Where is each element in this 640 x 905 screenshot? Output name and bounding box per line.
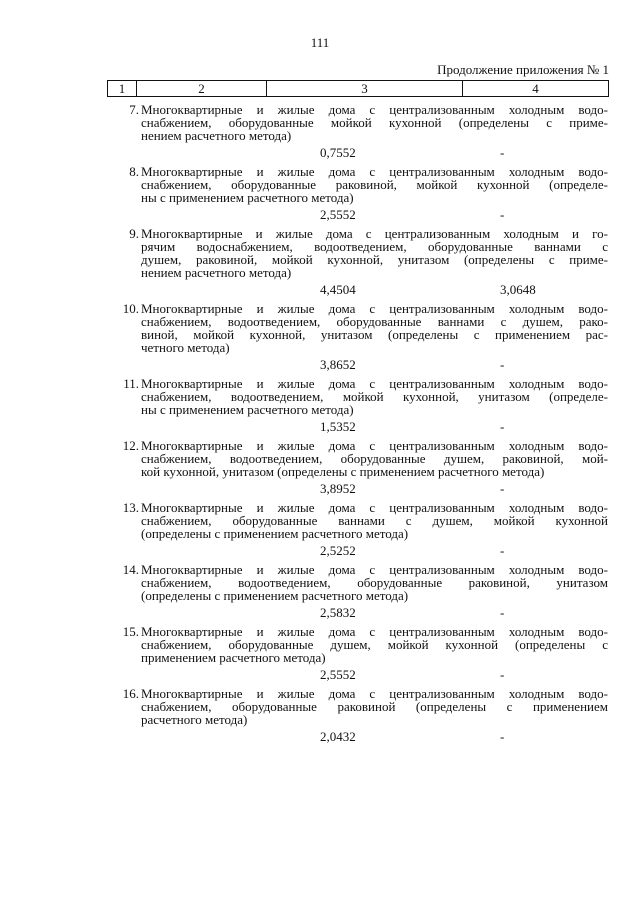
header-col-2: 2 <box>137 81 267 96</box>
entries-list <box>108 103 608 749</box>
header-col-1: 1 <box>108 81 137 96</box>
description-line: кой кухонной, унитазом (определены с применением расчетного метода) <box>141 464 545 479</box>
description-line: нением расчетного метода) <box>141 265 292 280</box>
row-description <box>141 227 608 279</box>
row-number: 8. <box>129 164 139 179</box>
table-row <box>108 103 608 160</box>
description-line: расчетного метода) <box>141 712 248 727</box>
description-line: Многоквартирные и жилые дома с централизованным холодным водо- <box>141 164 608 179</box>
description-line: Многоквартирные и жилые дома с централизованным холодным водо- <box>141 376 608 391</box>
row-description <box>141 165 608 204</box>
header-col-4: 4 <box>532 80 539 96</box>
col3-value: 1,5352 <box>320 419 356 434</box>
col3-value: 3,8652 <box>320 357 356 372</box>
col4-value: 3,0648 <box>500 282 536 297</box>
col4-value: - <box>500 605 505 620</box>
col4-value: - <box>500 667 505 682</box>
table-row <box>108 377 608 434</box>
page-number: 111 <box>310 35 330 50</box>
table-row <box>108 227 608 297</box>
description-line: нением расчетного метода) <box>141 128 292 143</box>
col4-value: - <box>500 543 505 558</box>
row-description <box>141 501 608 540</box>
row-number: 10. <box>122 301 139 316</box>
col3-value: 0,7552 <box>320 145 356 160</box>
row-number: 7. <box>129 102 139 117</box>
description-line: (определены с применением расчетного метода) <box>141 526 409 541</box>
description-line: применением расчетного метода) <box>141 650 326 665</box>
row-description <box>141 302 608 354</box>
table-row <box>108 302 608 372</box>
row-number: 9. <box>129 226 139 241</box>
description-line: снабжением, оборудованные раковиной (определены с применением <box>141 699 608 714</box>
continuation-label: Продолжение приложения № 1 <box>437 62 609 77</box>
table-row <box>108 165 608 222</box>
description-line: Многоквартирные и жилые дома с централизованным холодным водо- <box>141 301 608 316</box>
col4-value: - <box>500 207 505 222</box>
description-line: четного метода) <box>141 340 230 355</box>
row-description <box>141 377 608 416</box>
row-description <box>141 439 608 478</box>
description-line: Многоквартирные и жилые дома с централизованным холодным водо- <box>141 500 608 515</box>
col3-value: 2,5552 <box>320 667 356 682</box>
description-line: снабжением, водоотведением, оборудованные раковиной, унитазом <box>141 575 608 590</box>
description-line: Многоквартирные и жилые дома с централизованным холодным водо- <box>141 562 608 577</box>
description-line: (определены с применением расчетного метода) <box>141 588 409 603</box>
col3-value: 4,4504 <box>320 282 356 297</box>
header-col-3: 3 <box>267 81 463 96</box>
description-line: Многоквартирные и жилые дома с централизованным холодным водо- <box>141 102 608 117</box>
col3-value: 2,5832 <box>320 605 356 620</box>
col4-value: - <box>500 481 505 496</box>
col3-value: 2,0432 <box>320 729 356 744</box>
row-description <box>141 687 608 726</box>
description-line: виной, мойкой кухонной, унитазом (определены с применением рас- <box>141 327 608 342</box>
row-number: 16. <box>122 686 139 701</box>
description-line: снабжением, водоотведением, оборудованные ваннами с душем, рако- <box>141 314 608 329</box>
table-row <box>108 625 608 682</box>
col3-value: 3,8952 <box>320 481 356 496</box>
row-number: 12. <box>122 438 139 453</box>
description-line: Многоквартирные и жилые дома с централизованным холодным и го- <box>141 226 608 241</box>
row-description <box>141 563 608 602</box>
description-line: снабжением, оборудованные раковиной, мойкой кухонной (определе- <box>141 177 608 192</box>
description-line: снабжением, водоотведением, оборудованные душем, раковиной, мой- <box>141 451 608 466</box>
description-line: душем, раковиной, мойкой кухонной, унитазом (определены с приме- <box>141 252 608 267</box>
table-row <box>108 439 608 496</box>
description-line: рячим водоснабжением, водоотведением, оборудованные ваннами с <box>141 239 608 254</box>
row-number: 14. <box>122 562 139 577</box>
col4-value: - <box>500 419 505 434</box>
description-line: Многоквартирные и жилые дома с централизованным холодным водо- <box>141 438 608 453</box>
col4-value: - <box>500 729 505 744</box>
description-line: снабжением, водоотведением, мойкой кухонной, унитазом (определе- <box>141 389 608 404</box>
row-number: 13. <box>122 500 139 515</box>
row-number: 15. <box>122 624 139 639</box>
description-line: Многоквартирные и жилые дома с централизованным холодным водо- <box>141 686 608 701</box>
col4-value: - <box>500 357 505 372</box>
description-line: снабжением, оборудованные ваннами с душем, мойкой кухонной <box>141 513 608 528</box>
row-number: 11. <box>123 376 139 391</box>
description-line: ны с применением расчетного метода) <box>141 402 354 417</box>
description-line: Многоквартирные и жилые дома с централизованным холодным водо- <box>141 624 608 639</box>
row-description <box>141 625 608 664</box>
table-row <box>108 563 608 620</box>
table-row <box>108 501 608 558</box>
row-description <box>141 103 608 142</box>
col3-value: 2,5552 <box>320 207 356 222</box>
col3-value: 2,5252 <box>320 543 356 558</box>
table-row <box>108 687 608 744</box>
description-line: снабжением, оборудованные душем, мойкой кухонной (определены с <box>141 637 608 652</box>
col4-value: - <box>500 145 505 160</box>
description-line: снабжением, оборудованные мойкой кухонной (определены с приме- <box>141 115 608 130</box>
description-line: ны с применением расчетного метода) <box>141 190 354 205</box>
table-header <box>107 80 609 97</box>
